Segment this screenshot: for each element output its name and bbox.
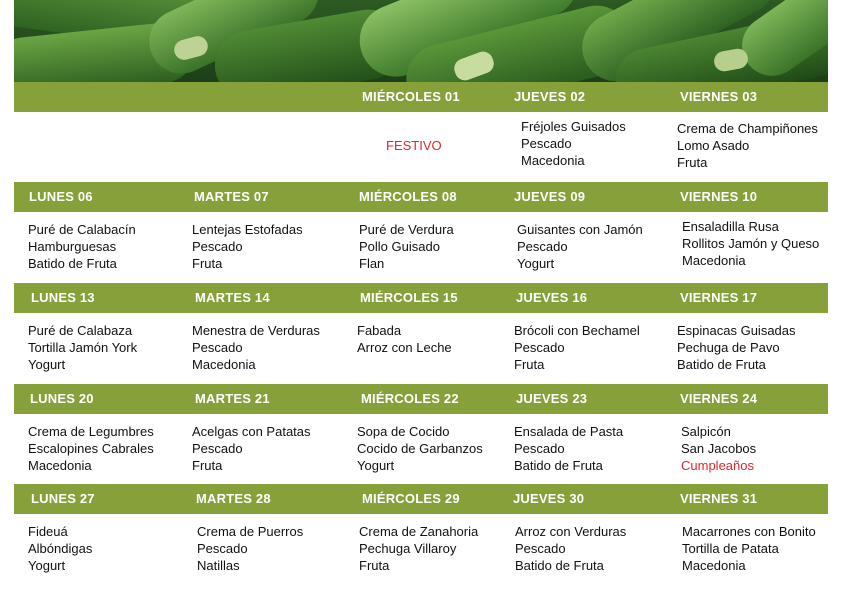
menu-cell xyxy=(359,221,454,272)
menu-item: Macedonia xyxy=(28,458,92,473)
menu-cell xyxy=(28,523,92,574)
menu-item: Tortilla de Patata xyxy=(682,541,779,556)
day-label: MARTES 28 xyxy=(196,491,271,506)
menu-cell xyxy=(357,322,452,356)
menu-item: Yogurt xyxy=(357,458,395,473)
menu-item: Ensaladilla Rusa xyxy=(682,219,779,234)
day-label: LUNES 27 xyxy=(31,491,95,506)
menu-item: Crema de Puerros xyxy=(197,524,304,539)
menu-item: Guisantes con Jamón xyxy=(517,222,643,237)
day-label: VIERNES 03 xyxy=(680,89,758,104)
day-label: VIERNES 10 xyxy=(680,189,758,204)
menu-item: Batido de Fruta xyxy=(28,256,117,271)
zucchini-banner-image xyxy=(14,0,828,82)
menu-item: Crema de Zanahoria xyxy=(359,524,479,539)
day-label: VIERNES 31 xyxy=(680,491,758,506)
menu-cell xyxy=(521,118,626,169)
week-2-header xyxy=(14,182,828,212)
menu-item: Fabada xyxy=(357,323,402,338)
menu-item: Tortilla Jamón York xyxy=(28,340,138,355)
menu-item: Batido de Fruta xyxy=(514,458,603,473)
menu-item: Lomo Asado xyxy=(677,138,750,153)
menu-item: Pechuga de Pavo xyxy=(677,340,780,355)
menu-cell xyxy=(192,322,320,373)
day-label: LUNES 06 xyxy=(29,189,93,204)
menu-item: Macedonia xyxy=(521,153,585,168)
menu-item: Flan xyxy=(359,256,385,271)
menu-item: Fideuá xyxy=(28,524,68,539)
day-label: MIÉRCOLES 29 xyxy=(362,491,460,506)
menu-item: Yogurt xyxy=(28,357,66,372)
menu-item: Hamburguesas xyxy=(28,239,117,254)
menu-item: Albóndigas xyxy=(28,541,93,556)
menu-item: Fruta xyxy=(192,458,223,473)
menu-item: Escalopines Cabrales xyxy=(28,441,154,456)
week-1-header xyxy=(14,82,828,112)
menu-item: Fruta xyxy=(359,558,390,573)
menu-item: Rollitos Jamón y Queso xyxy=(682,236,820,251)
menu-item: Pescado xyxy=(515,541,566,556)
menu-cell xyxy=(28,221,136,272)
menu-cell xyxy=(517,221,643,272)
menu-item: Pescado xyxy=(514,441,565,456)
menu-item: Arroz con Leche xyxy=(357,340,452,355)
menu-item: Puré de Verdura xyxy=(359,222,454,237)
menu-item: Brócoli con Bechamel xyxy=(514,323,640,338)
menu-cell xyxy=(197,523,303,574)
menu-item: Fruta xyxy=(514,357,545,372)
day-label: MIÉRCOLES 15 xyxy=(360,290,458,305)
menu-item: Puré de Calabaza xyxy=(28,323,133,338)
day-label: LUNES 20 xyxy=(30,391,94,406)
menu-item: Pescado xyxy=(521,136,572,151)
birthday-label: Cumpleaños xyxy=(681,458,754,473)
menu-cell xyxy=(682,218,819,269)
day-label: MIÉRCOLES 08 xyxy=(359,189,457,204)
menu-cell xyxy=(192,221,303,272)
menu-cell xyxy=(514,322,640,373)
menu-cell xyxy=(357,423,483,474)
menu-item: Ensalada de Pasta xyxy=(514,424,624,439)
menu-cell xyxy=(677,120,818,171)
day-label: MARTES 14 xyxy=(195,290,270,305)
menu-item: Pescado xyxy=(192,441,243,456)
menu-item: Acelgas con Patatas xyxy=(192,424,311,439)
menu-item: Macedonia xyxy=(682,558,746,573)
day-label: VIERNES 24 xyxy=(680,391,758,406)
day-label: MIÉRCOLES 01 xyxy=(362,89,460,104)
day-label: JUEVES 09 xyxy=(514,189,586,204)
menu-item: Pescado xyxy=(197,541,248,556)
menu-item: Natillas xyxy=(197,558,240,573)
menu-item: San Jacobos xyxy=(681,441,757,456)
day-label: MARTES 07 xyxy=(194,189,269,204)
menu-cell xyxy=(682,523,816,574)
menu-item: Lentejas Estofadas xyxy=(192,222,303,237)
menu-item: Macedonia xyxy=(682,253,746,268)
menu-cell xyxy=(515,523,626,574)
menu-item: Batido de Fruta xyxy=(677,357,766,372)
menu-item: Pechuga Villaroy xyxy=(359,541,457,556)
menu-cell xyxy=(681,423,756,474)
menu-item: Crema de Legumbres xyxy=(28,424,154,439)
holiday-cell xyxy=(386,137,442,154)
menu-item: Yogurt xyxy=(28,558,66,573)
menu-cell xyxy=(514,423,623,474)
week-5-header xyxy=(14,484,828,514)
menu-item: Fréjoles Guisados xyxy=(521,119,626,134)
menu-item: Macedonia xyxy=(192,357,256,372)
menu-item: Puré de Calabacín xyxy=(28,222,136,237)
menu-item: Cocido de Garbanzos xyxy=(357,441,483,456)
day-label: JUEVES 16 xyxy=(516,290,588,305)
day-label: LUNES 13 xyxy=(31,290,95,305)
menu-cell xyxy=(28,322,137,373)
menu-item: Pollo Guisado xyxy=(359,239,440,254)
menu-item: Pescado xyxy=(192,239,243,254)
menu-item: Crema de Champiñones xyxy=(677,121,818,136)
menu-item: Fruta xyxy=(192,256,223,271)
menu-item: Arroz con Verduras xyxy=(515,524,627,539)
week-3-header xyxy=(14,283,828,313)
menu-cell xyxy=(359,523,478,574)
menu-item: Pescado xyxy=(192,340,243,355)
day-label: MARTES 21 xyxy=(195,391,270,406)
menu-cell xyxy=(192,423,311,474)
day-label: VIERNES 17 xyxy=(680,290,758,305)
menu-item: Yogurt xyxy=(517,256,555,271)
menu-item: Menestra de Verduras xyxy=(192,323,320,338)
menu-cell xyxy=(677,322,796,373)
day-label: JUEVES 23 xyxy=(516,391,588,406)
menu-item: Espinacas Guisadas xyxy=(677,323,796,338)
day-label: MIÉRCOLES 22 xyxy=(361,391,459,406)
menu-item: Macarrones con Bonito xyxy=(682,524,816,539)
menu-item: Pescado xyxy=(517,239,568,254)
week-4-header xyxy=(14,384,828,414)
day-label: JUEVES 30 xyxy=(513,491,585,506)
menu-item: Fruta xyxy=(677,155,708,170)
menu-item: Batido de Fruta xyxy=(515,558,604,573)
menu-item: Salpicón xyxy=(681,424,731,439)
menu-item: Pescado xyxy=(514,340,565,355)
menu-cell xyxy=(28,423,154,474)
holiday-label: FESTIVO xyxy=(386,138,442,153)
menu-item: Sopa de Cocido xyxy=(357,424,450,439)
day-label: JUEVES 02 xyxy=(514,89,586,104)
